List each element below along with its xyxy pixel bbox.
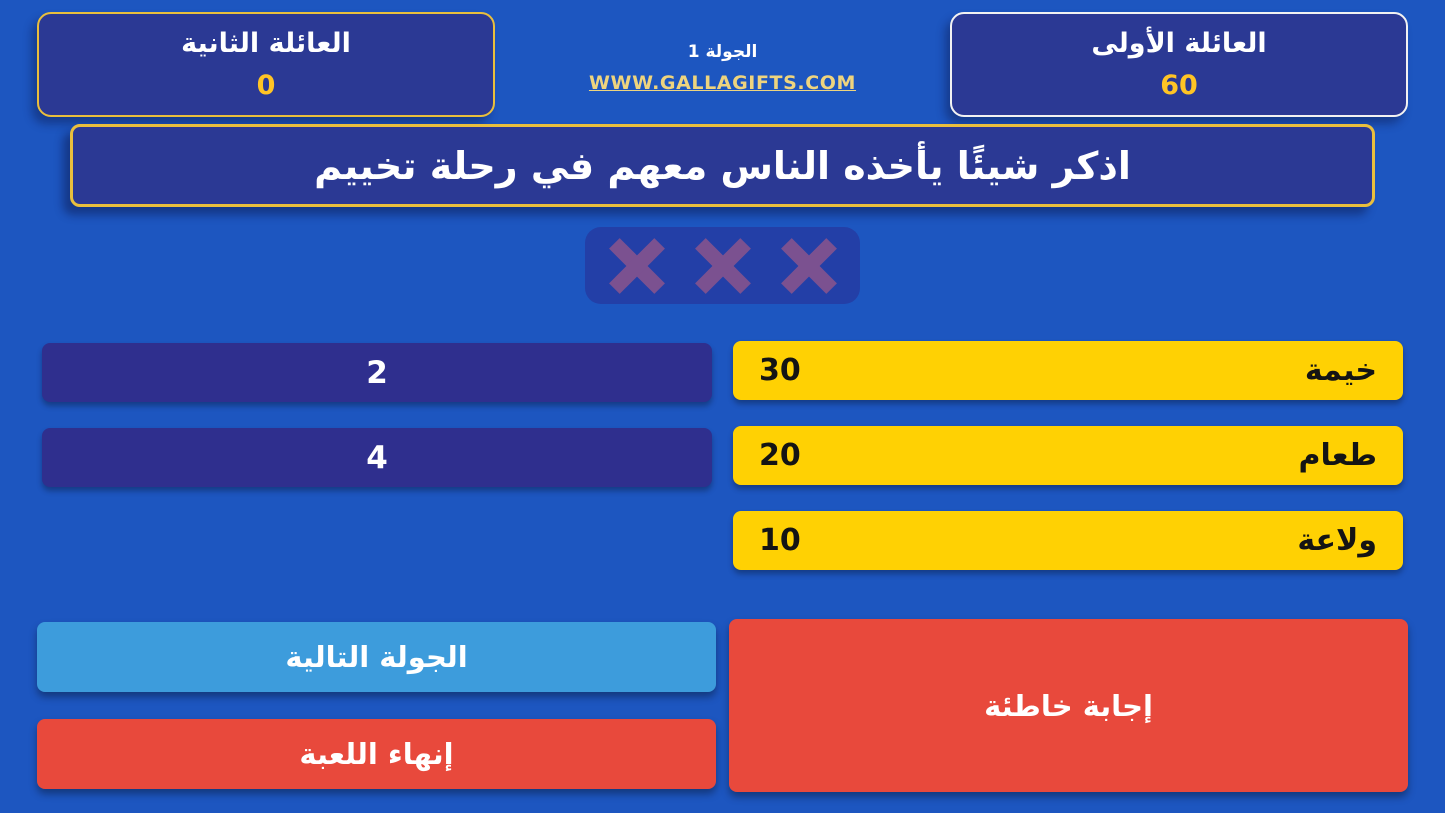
hidden-answer-rank: 4: [366, 439, 388, 476]
answer-points: 10: [759, 523, 801, 558]
revealed-answer-card-1[interactable]: [733, 341, 1403, 400]
strikes-panel: [585, 227, 860, 304]
website-link[interactable]: WWW.GALLAGIFTS.COM: [588, 72, 857, 94]
end-game-button[interactable]: إنهاء اللعبة: [37, 719, 716, 789]
team2-score-card: [37, 12, 495, 117]
team2-score: 0: [256, 70, 276, 101]
strike-x-icon: [783, 240, 835, 292]
answer-text: طعام: [1298, 438, 1377, 473]
strike-x-icon: [697, 240, 749, 292]
next-round-button[interactable]: الجولة التالية: [37, 622, 716, 692]
team1-score: 60: [1160, 70, 1198, 101]
round-label: الجولة 1: [687, 42, 758, 62]
answer-text: خيمة: [1304, 353, 1377, 388]
revealed-answer-card-2[interactable]: [733, 426, 1403, 485]
hidden-answer-card-2[interactable]: [42, 428, 712, 487]
hidden-answer-card-1[interactable]: [42, 343, 712, 402]
answer-points: 20: [759, 438, 801, 473]
hidden-answer-rank: 2: [366, 354, 388, 391]
team1-score-card: [950, 12, 1408, 117]
team2-name: العائلة الثانية: [181, 28, 351, 59]
wrong-answer-button[interactable]: إجابة خاطئة: [729, 619, 1408, 792]
answer-points: 30: [759, 353, 801, 388]
revealed-answer-card-3[interactable]: [733, 511, 1403, 570]
header-center: [560, 42, 885, 94]
team1-name: العائلة الأولى: [1091, 28, 1267, 59]
strike-x-icon: [611, 240, 663, 292]
question-text: اذكر شيئًا يأخذه الناس معهم في رحلة تخييم: [314, 143, 1131, 188]
answer-text: ولاعة: [1297, 523, 1377, 558]
question-banner: [70, 124, 1375, 207]
